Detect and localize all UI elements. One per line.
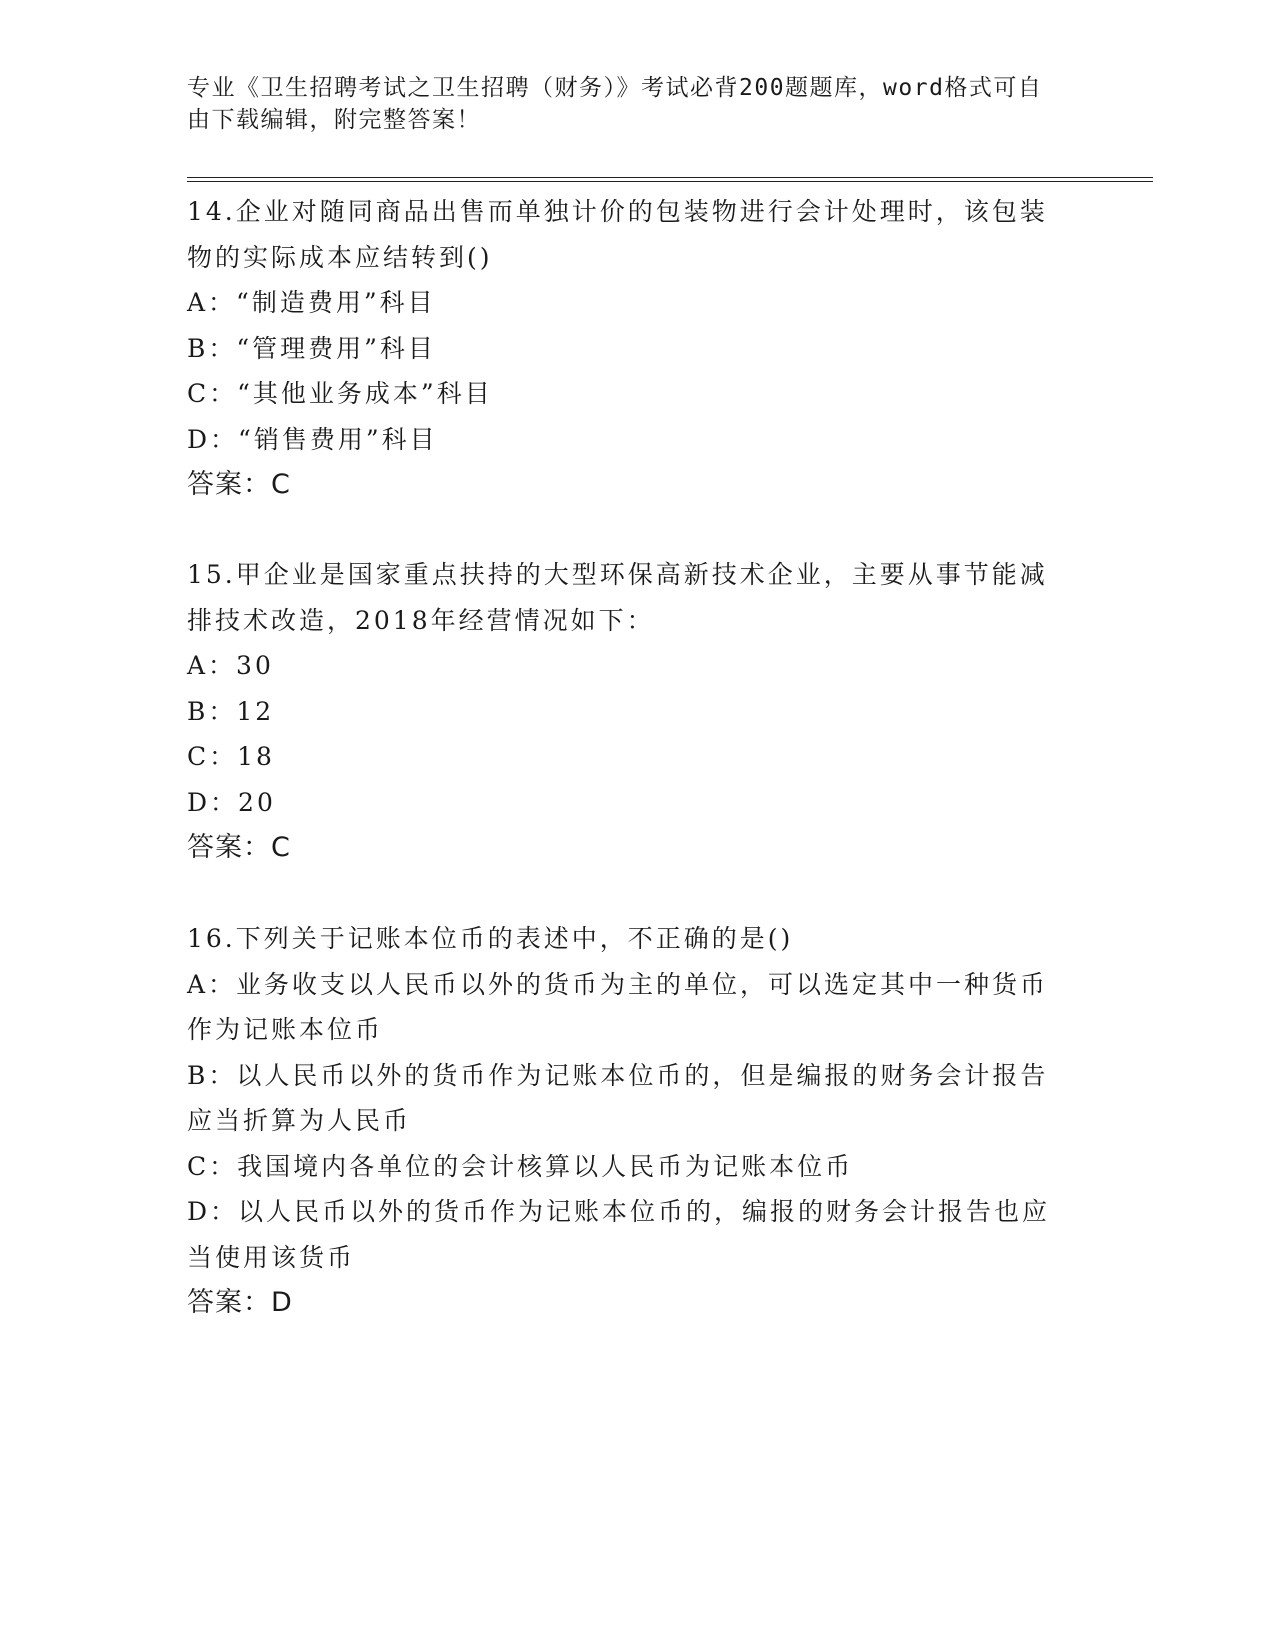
- option-a: A：“制造费用”科目: [187, 288, 436, 317]
- header-divider-bottom: [187, 181, 1153, 182]
- question-stem-line: 14.企业对随同商品出售而单独计价的包装物进行会计处理时，该包装: [187, 197, 1048, 226]
- question-16: [187, 916, 1067, 1326]
- question-14: [187, 189, 1067, 508]
- option-d-continued: 当使用该货币: [187, 1242, 356, 1272]
- option-b: B：以人民币以外的货币作为记账本位币的，但是编报的财务会计报告: [187, 1060, 1049, 1090]
- answer: 答案：C: [187, 469, 291, 500]
- option-d: D：“销售费用”科目: [187, 424, 438, 454]
- option-b: B：“管理费用”科目: [187, 333, 436, 363]
- question-stem-line: 15.甲企业是国家重点扶持的大型环保高新技术企业，主要从事节能减: [187, 560, 1048, 589]
- question-stem-line: 排技术改造，2018年经营情况如下：: [187, 605, 655, 635]
- option-c: C：我国境内各单位的会计核算以人民币为记账本位币: [187, 1151, 854, 1181]
- option-d: D：以人民币以外的货币作为记账本位币的，编报的财务会计报告也应: [187, 1197, 1051, 1226]
- option-a-continued: 作为记账本位币: [187, 1015, 384, 1044]
- answer: 答案：D: [187, 1287, 293, 1318]
- option-a: A：业务收支以人民币以外的货币为主的单位，可以选定其中一种货币: [187, 969, 1049, 999]
- option-b: B：12: [187, 696, 275, 726]
- answer: 答案：C: [187, 832, 291, 863]
- document-header: [187, 72, 1047, 136]
- header-line-2: 由下载编辑，附完整答案！: [187, 107, 481, 133]
- header-line-1: 专业《卫生招聘考试之卫生招聘（财务）》考试必背200题题库，word格式可自: [187, 75, 1043, 101]
- question-15: [187, 552, 1067, 871]
- option-c: C：18: [187, 742, 275, 771]
- option-b-continued: 应当折算为人民币: [187, 1106, 412, 1135]
- question-stem-line: 16.下列关于记账本位币的表述中，不正确的是(): [187, 924, 794, 953]
- option-a: A：30: [187, 651, 274, 680]
- header-divider-top: [187, 177, 1153, 178]
- question-stem-line: 物的实际成本应结转到(): [187, 242, 493, 272]
- option-d: D：20: [187, 787, 276, 817]
- option-c: C：“其他业务成本”科目: [187, 379, 493, 408]
